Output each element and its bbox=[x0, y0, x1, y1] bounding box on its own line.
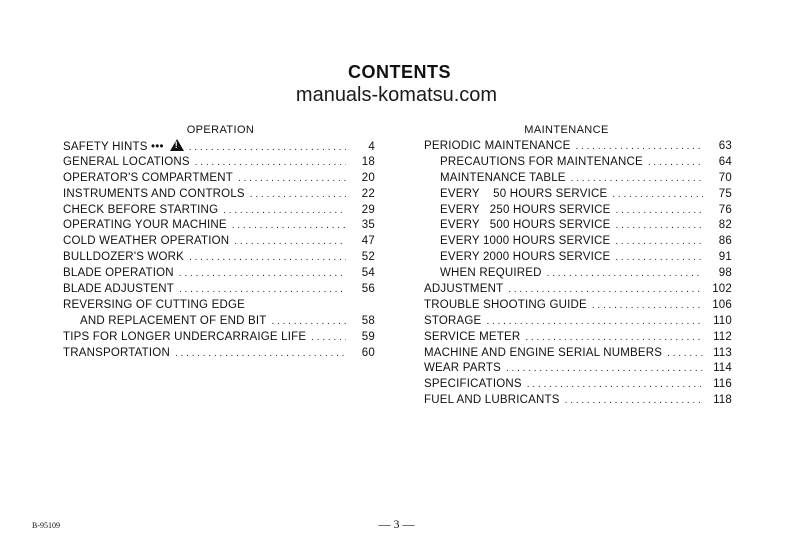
toc-column-operation bbox=[63, 123, 375, 361]
toc-entry-label: EVERY 500 HOURS SERVICE bbox=[440, 219, 611, 232]
toc-entry[interactable] bbox=[63, 314, 375, 330]
toc-entry-label: TIPS FOR LONGER UNDERCARRAIGE LIFE bbox=[63, 330, 307, 343]
toc-entry-label: OPERATOR'S COMPARTMENT bbox=[63, 171, 233, 184]
toc-entry[interactable] bbox=[63, 282, 375, 298]
dot-leader bbox=[508, 282, 703, 298]
dot-leader bbox=[616, 218, 703, 234]
dot-leader bbox=[615, 250, 703, 266]
toc-entry-label: TRANSPORTATION bbox=[63, 346, 170, 359]
toc-entry[interactable] bbox=[424, 314, 732, 330]
toc-entry-label: PERIODIC MAINTENANCE bbox=[424, 140, 571, 152]
dot-leader bbox=[179, 282, 346, 298]
toc-entry-label: GENERAL LOCATIONS bbox=[63, 155, 190, 168]
toc-entry-label: ADJUSTMENT bbox=[424, 283, 504, 296]
dot-leader bbox=[648, 155, 703, 171]
toc-entry-page: 54 bbox=[361, 267, 375, 280]
toc-entry-label: BLADE OPERATION bbox=[63, 267, 174, 280]
dot-leader bbox=[527, 377, 703, 393]
toc-entry-page: 113 bbox=[713, 346, 732, 359]
dot-leader bbox=[232, 218, 346, 234]
dot-leader bbox=[667, 346, 703, 362]
toc-entry-label: MACHINE AND ENGINE SERIAL NUMBERS bbox=[424, 346, 663, 359]
document-code: B-95109 bbox=[32, 521, 60, 530]
dot-leader bbox=[486, 314, 703, 330]
toc-entry-label: BLADE ADJUSTENT bbox=[63, 283, 174, 296]
toc-entry-page: 82 bbox=[718, 219, 732, 232]
toc-entry-page: 112 bbox=[713, 330, 732, 343]
toc-entry-label: EVERY 250 HOURS SERVICE bbox=[440, 203, 611, 216]
toc-entry[interactable] bbox=[424, 282, 732, 298]
toc-entry-page: 102 bbox=[712, 283, 732, 296]
toc-entry-page: 52 bbox=[361, 251, 375, 264]
dot-leader bbox=[311, 330, 346, 346]
toc-entry[interactable] bbox=[63, 330, 375, 346]
toc-entry[interactable] bbox=[63, 139, 375, 155]
toc-entry[interactable] bbox=[424, 250, 732, 266]
toc-entry-label: SERVICE METER bbox=[424, 330, 521, 343]
dot-leader bbox=[238, 171, 346, 187]
toc-entry[interactable] bbox=[424, 187, 732, 203]
toc-entry-page: 70 bbox=[718, 171, 732, 184]
page-title: CONTENTS bbox=[348, 62, 451, 82]
toc-entry-label: REVERSING OF CUTTING EDGE bbox=[63, 298, 245, 311]
toc-entry-page: 86 bbox=[718, 235, 732, 248]
dot-leader bbox=[571, 171, 703, 187]
dot-leader bbox=[565, 393, 703, 409]
dot-leader bbox=[250, 187, 346, 203]
toc-entry[interactable] bbox=[424, 171, 732, 187]
dot-leader bbox=[506, 361, 703, 377]
toc-entry-label: AND REPLACEMENT OF END BIT bbox=[80, 314, 267, 327]
dot-leader bbox=[525, 330, 703, 346]
toc-entry-page: 118 bbox=[713, 394, 732, 407]
toc-entry-page: 64 bbox=[718, 155, 732, 168]
toc-entry-page: 91 bbox=[718, 251, 732, 264]
toc-entry-page: 56 bbox=[361, 283, 375, 296]
toc-entry-page: 4 bbox=[368, 141, 375, 153]
toc-entry-page: 63 bbox=[718, 140, 732, 152]
toc-entry-label: MAINTENANCE TABLE bbox=[440, 171, 566, 184]
toc-entry-page: 20 bbox=[361, 171, 375, 184]
toc-entry[interactable] bbox=[63, 298, 375, 314]
toc-entry-label: COLD WEATHER OPERATION bbox=[63, 235, 230, 248]
toc-entry-page: 60 bbox=[361, 346, 375, 359]
toc-entry-page: 98 bbox=[718, 267, 732, 280]
toc-entry-label: STORAGE bbox=[424, 314, 482, 327]
dot-leader bbox=[195, 155, 346, 171]
toc-entry-page: 59 bbox=[361, 330, 375, 343]
toc-entry-page: 22 bbox=[361, 187, 375, 200]
toc-entry[interactable] bbox=[63, 155, 375, 171]
toc-entry-label: BULLDOZER'S WORK bbox=[63, 251, 185, 264]
warning-triangle-icon bbox=[170, 139, 184, 151]
toc-entry-label: INSTRUMENTS AND CONTROLS bbox=[63, 187, 245, 200]
dot-leader bbox=[615, 234, 703, 250]
toc-entry[interactable] bbox=[63, 266, 375, 282]
toc-entry[interactable] bbox=[424, 393, 732, 409]
toc-entry-page: 106 bbox=[712, 298, 732, 311]
toc-entry-page: 29 bbox=[361, 203, 375, 216]
dot-leader bbox=[179, 266, 346, 282]
section-heading-maintenance: MAINTENANCE bbox=[524, 124, 609, 136]
toc-entry[interactable] bbox=[424, 346, 732, 362]
dot-leader bbox=[175, 346, 346, 362]
toc-entry[interactable] bbox=[424, 266, 732, 282]
page-number: — 3 — bbox=[378, 517, 415, 531]
toc-entry[interactable] bbox=[424, 234, 732, 250]
dot-leader bbox=[616, 203, 703, 219]
toc-entry[interactable] bbox=[63, 171, 375, 187]
dot-leader bbox=[271, 314, 346, 330]
toc-entry-page: 47 bbox=[361, 235, 375, 248]
toc-entry[interactable] bbox=[424, 139, 732, 155]
toc-entry-label: WHEN REQUIRED bbox=[440, 267, 542, 280]
toc-entry[interactable] bbox=[63, 250, 375, 266]
toc-column-maintenance bbox=[424, 123, 732, 409]
dot-leader bbox=[234, 234, 346, 250]
toc-entry-page: 110 bbox=[713, 314, 732, 327]
watermark-url[interactable]: manuals-komatsu.com bbox=[295, 84, 498, 106]
toc-entry-page: 76 bbox=[718, 203, 732, 216]
toc-entry[interactable] bbox=[63, 346, 375, 362]
toc-entry[interactable] bbox=[63, 218, 375, 234]
toc-entry[interactable] bbox=[424, 330, 732, 346]
toc-entry-page: 18 bbox=[361, 155, 375, 168]
toc-entry-page: 58 bbox=[361, 314, 375, 327]
toc-entry[interactable] bbox=[424, 377, 732, 393]
toc-entry-label: WEAR PARTS bbox=[424, 362, 501, 375]
dot-leader bbox=[189, 250, 346, 266]
toc-entry-label: EVERY 1000 HOURS SERVICE bbox=[440, 235, 611, 248]
toc-entry[interactable] bbox=[424, 203, 732, 219]
toc-entry-page: 114 bbox=[713, 362, 732, 375]
toc-entry[interactable] bbox=[424, 361, 732, 377]
toc-entry-label: PRECAUTIONS FOR MAINTENANCE bbox=[440, 155, 643, 168]
dot-leader bbox=[612, 187, 703, 203]
toc-entry-label: OPERATING YOUR MACHINE bbox=[63, 219, 227, 232]
section-heading-operation: OPERATION bbox=[186, 124, 255, 136]
toc-entry[interactable] bbox=[63, 187, 375, 203]
toc-entry-label: FUEL AND LUBRICANTS bbox=[424, 394, 560, 407]
toc-entry-label: SAFETY HINTS •••! bbox=[63, 139, 184, 156]
toc-entry-label: TROUBLE SHOOTING GUIDE bbox=[424, 298, 587, 311]
toc-entry[interactable] bbox=[424, 298, 732, 314]
toc-entry[interactable] bbox=[424, 218, 732, 234]
dot-leader bbox=[547, 266, 703, 282]
toc-entry-label: SPECIFICATIONS bbox=[424, 378, 522, 391]
toc-entry-page: 75 bbox=[718, 187, 732, 200]
toc-entry[interactable] bbox=[63, 234, 375, 250]
toc-entry-label: CHECK BEFORE STARTING bbox=[63, 203, 219, 216]
dot-leader bbox=[223, 203, 346, 219]
toc-entry-page: 116 bbox=[713, 378, 732, 391]
toc-entry-page: 35 bbox=[361, 219, 375, 232]
toc-entry[interactable] bbox=[424, 155, 732, 171]
dot-leader bbox=[576, 139, 704, 155]
toc-entry-label: EVERY 2000 HOURS SERVICE bbox=[440, 251, 611, 264]
toc-entry-label: EVERY 50 HOURS SERVICE bbox=[440, 187, 608, 200]
dot-leader bbox=[189, 140, 346, 156]
toc-entry[interactable] bbox=[63, 203, 375, 219]
dot-leader bbox=[592, 298, 703, 314]
